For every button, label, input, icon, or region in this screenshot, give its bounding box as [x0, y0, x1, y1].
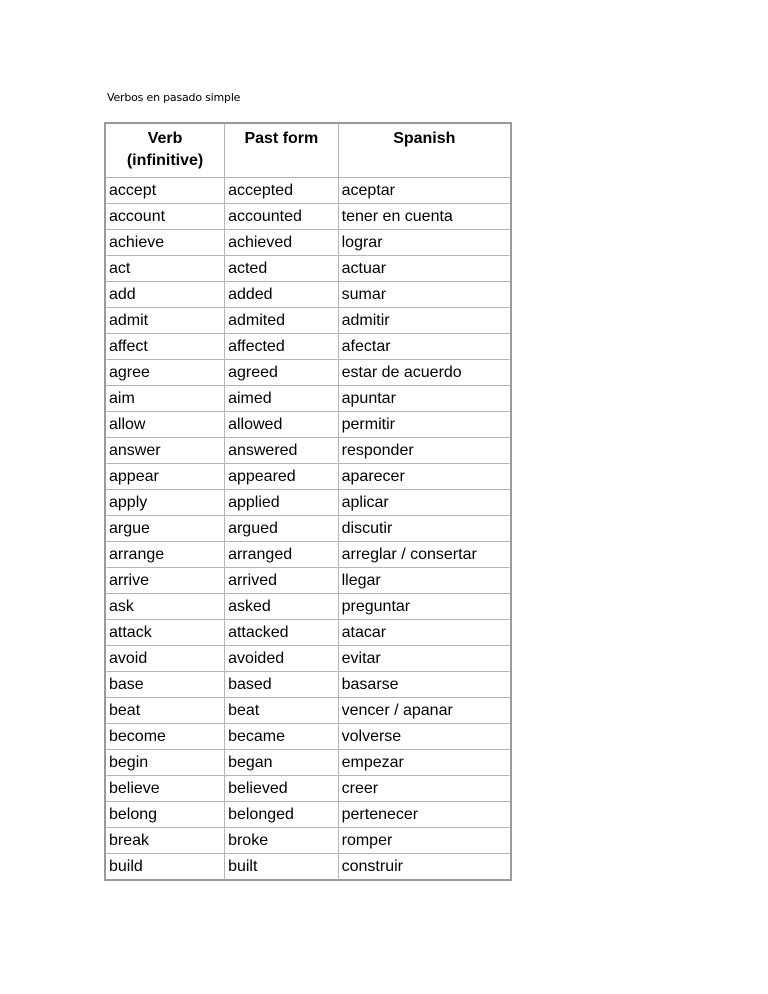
table-row [105, 464, 511, 490]
header-verb-label: Verb [147, 130, 183, 147]
verb-cell: build [105, 854, 225, 881]
past-form-cell: built [225, 854, 339, 881]
past-form-cell: argued [225, 516, 339, 542]
verb-cell: apply [105, 490, 225, 516]
past-form-cell: believed [225, 776, 339, 802]
past-form-cell: beat [225, 698, 339, 724]
past-form-cell: broke [225, 828, 339, 854]
verb-cell: ask [105, 594, 225, 620]
spanish-cell: admitir [338, 308, 511, 334]
past-form-cell: arranged [225, 542, 339, 568]
table-row [105, 776, 511, 802]
spanish-cell: sumar [338, 282, 511, 308]
header-past-form: Past form [225, 123, 339, 178]
spanish-cell: volverse [338, 724, 511, 750]
past-form-cell: asked [225, 594, 339, 620]
verb-cell: act [105, 256, 225, 282]
table-row [105, 490, 511, 516]
header-spanish: Spanish [338, 123, 511, 178]
table-row [105, 802, 511, 828]
past-form-cell: applied [225, 490, 339, 516]
table-header-row [105, 123, 511, 178]
verb-cell: base [105, 672, 225, 698]
table-row [105, 750, 511, 776]
verb-cell: add [105, 282, 225, 308]
spanish-cell: responder [338, 438, 511, 464]
past-form-cell: became [225, 724, 339, 750]
verb-cell: believe [105, 776, 225, 802]
past-form-cell: accounted [225, 204, 339, 230]
document-title: Verbos en pasado simple [107, 91, 241, 104]
spanish-cell: romper [338, 828, 511, 854]
table-row [105, 854, 511, 881]
past-form-cell: aimed [225, 386, 339, 412]
past-form-cell: added [225, 282, 339, 308]
spanish-cell: creer [338, 776, 511, 802]
table-row [105, 594, 511, 620]
table-row [105, 438, 511, 464]
spanish-cell: empezar [338, 750, 511, 776]
table-row [105, 542, 511, 568]
table-row [105, 230, 511, 256]
past-form-cell: began [225, 750, 339, 776]
header-verb [105, 123, 225, 178]
table-row [105, 334, 511, 360]
verb-table [104, 122, 512, 881]
spanish-cell: aparecer [338, 464, 511, 490]
verb-cell: achieve [105, 230, 225, 256]
verb-cell: break [105, 828, 225, 854]
table-row [105, 724, 511, 750]
spanish-cell: afectar [338, 334, 511, 360]
spanish-cell: permitir [338, 412, 511, 438]
spanish-cell: arreglar / consertar [338, 542, 511, 568]
table-row [105, 386, 511, 412]
spanish-cell: preguntar [338, 594, 511, 620]
spanish-cell: llegar [338, 568, 511, 594]
past-form-cell: attacked [225, 620, 339, 646]
past-form-cell: accepted [225, 178, 339, 204]
verb-cell: answer [105, 438, 225, 464]
spanish-cell: aplicar [338, 490, 511, 516]
spanish-cell: aceptar [338, 178, 511, 204]
past-form-cell: avoided [225, 646, 339, 672]
past-form-cell: affected [225, 334, 339, 360]
spanish-cell: evitar [338, 646, 511, 672]
table-row [105, 516, 511, 542]
verb-cell: appear [105, 464, 225, 490]
table-row [105, 204, 511, 230]
spanish-cell: atacar [338, 620, 511, 646]
table-row [105, 360, 511, 386]
table-row [105, 646, 511, 672]
verb-cell: avoid [105, 646, 225, 672]
verb-cell: aim [105, 386, 225, 412]
past-form-cell: acted [225, 256, 339, 282]
table-row [105, 178, 511, 204]
past-form-cell: arrived [225, 568, 339, 594]
header-verb-sublabel: (infinitive) [126, 152, 204, 169]
verb-cell: begin [105, 750, 225, 776]
verb-cell: arrange [105, 542, 225, 568]
spanish-cell: lograr [338, 230, 511, 256]
spanish-cell: discutir [338, 516, 511, 542]
past-form-cell: based [225, 672, 339, 698]
verb-cell: allow [105, 412, 225, 438]
verb-cell: admit [105, 308, 225, 334]
spanish-cell: construir [338, 854, 511, 881]
verb-cell: arrive [105, 568, 225, 594]
table-row [105, 282, 511, 308]
table-row [105, 308, 511, 334]
spanish-cell: vencer / apanar [338, 698, 511, 724]
past-form-cell: admited [225, 308, 339, 334]
spanish-cell: estar de acuerdo [338, 360, 511, 386]
verb-cell: account [105, 204, 225, 230]
past-form-cell: achieved [225, 230, 339, 256]
verb-cell: belong [105, 802, 225, 828]
table-row [105, 256, 511, 282]
verb-cell: argue [105, 516, 225, 542]
past-form-cell: belonged [225, 802, 339, 828]
verb-cell: attack [105, 620, 225, 646]
table-row [105, 568, 511, 594]
verb-cell: beat [105, 698, 225, 724]
verb-cell: accept [105, 178, 225, 204]
spanish-cell: tener en cuenta [338, 204, 511, 230]
spanish-cell: apuntar [338, 386, 511, 412]
table-body [105, 178, 511, 881]
verb-cell: become [105, 724, 225, 750]
verb-cell: agree [105, 360, 225, 386]
table-row [105, 412, 511, 438]
spanish-cell: basarse [338, 672, 511, 698]
table-row [105, 698, 511, 724]
table-row [105, 672, 511, 698]
table-row [105, 828, 511, 854]
past-form-cell: answered [225, 438, 339, 464]
past-form-cell: appeared [225, 464, 339, 490]
past-form-cell: allowed [225, 412, 339, 438]
table-row [105, 620, 511, 646]
past-form-cell: agreed [225, 360, 339, 386]
spanish-cell: actuar [338, 256, 511, 282]
verb-cell: affect [105, 334, 225, 360]
spanish-cell: pertenecer [338, 802, 511, 828]
